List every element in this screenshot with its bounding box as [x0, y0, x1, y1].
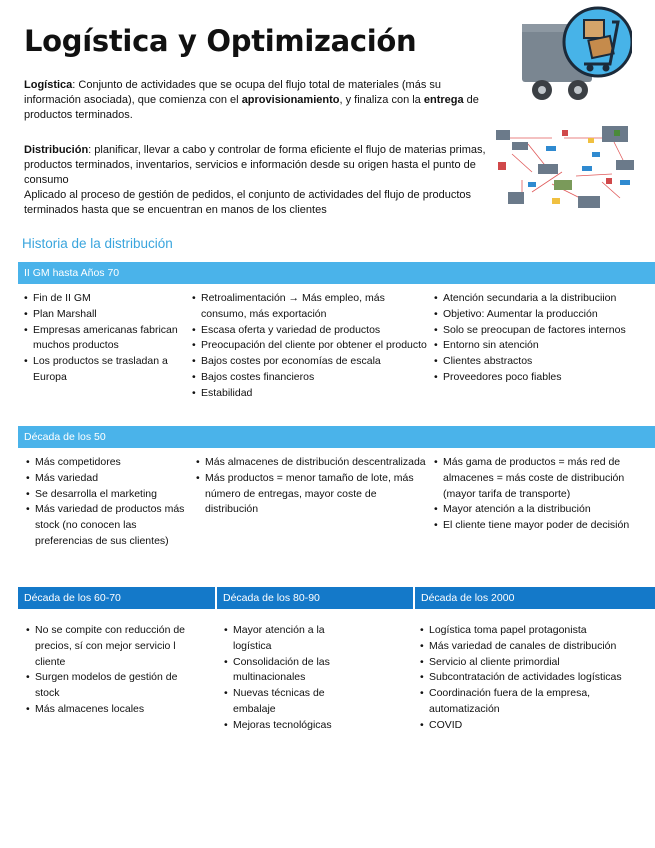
s2-column-3	[434, 455, 655, 534]
delivery-truck-icon	[520, 6, 632, 106]
list-item: • COVID	[420, 718, 655, 734]
s1-column-1	[24, 291, 186, 386]
distribucion-text-2: Aplicado al proceso de gestión de pedidos, el conjunto de actividades del flujo de productos terminados hasta que se encuentran en manos de los clientes	[24, 189, 472, 216]
list-item: • Mejoras tecnológicas	[224, 718, 354, 734]
list-item: • Escasa oferta y variedad de productos	[192, 323, 428, 339]
list-item: • Entorno sin atención	[434, 338, 655, 354]
logistica-definition	[24, 78, 494, 123]
s2-column-2	[196, 455, 426, 518]
list-item: • Nuevas técnicas de embalaje	[224, 686, 354, 718]
list-item: • Retroalimentación → Más empleo, más consumo, más exportación	[192, 291, 428, 323]
list-item: • Mayor atención a la logística	[224, 623, 354, 655]
logistics-flow-diagram	[492, 122, 640, 214]
list-item: • Más productos = menor tamaño de lote, más número de entregas, mayor coste de distribución	[196, 471, 426, 518]
section-band-2000: Década de los 2000	[415, 587, 655, 609]
list-item: • Más competidores	[26, 455, 192, 471]
s1-column-2	[192, 291, 428, 402]
list-item: • Bajos costes por economías de escala	[192, 354, 428, 370]
list-item: • Más almacenes locales	[26, 702, 192, 718]
list-item: • Se desarrolla el marketing	[26, 487, 192, 503]
list-item: • Más almacenes de distribución descentralizada	[196, 455, 426, 471]
list-item: • Más variedad de canales de distribución	[420, 639, 655, 655]
list-item: • Plan Marshall	[24, 307, 186, 323]
list-item: • Preocupación del cliente por obtener el producto	[192, 338, 428, 354]
list-item: • Más gama de productos = más red de almacenes = más coste de distribución (mayor tarifa de transporte)	[434, 455, 655, 502]
entrega-term: entrega	[423, 94, 464, 106]
list-item: • Más variedad de productos más stock (no conocen las preferencias de sus clientes)	[26, 502, 192, 549]
list-item: • Subcontratación de actividades logísticas	[420, 670, 655, 686]
logistica-term: Logística	[24, 79, 73, 91]
section-band-60-70: Década de los 60-70	[18, 587, 215, 609]
list-item: • Servicio al cliente primordial	[420, 655, 655, 671]
s3-column-3	[420, 623, 655, 734]
list-item: • Objetivo: Aumentar la producción	[434, 307, 655, 323]
list-item: • Más variedad	[26, 471, 192, 487]
list-item: • El cliente tiene mayor poder de decisión	[434, 518, 655, 534]
logistica-text-3: de productos terminados.	[24, 94, 479, 121]
distribucion-term: Distribución	[24, 144, 89, 156]
list-item: • Solo se preocupan de factores internos	[434, 323, 655, 339]
list-item: • Surgen modelos de gestión de stock	[26, 670, 192, 702]
list-item: • No se compite con reducción de precios, sí con mejor servicio l cliente	[26, 623, 192, 670]
list-item: • Estabilidad	[192, 386, 428, 402]
logistica-text-2: , y finaliza con la	[339, 94, 424, 106]
list-item: • Fin de II GM	[24, 291, 186, 307]
list-item: • Coordinación fuera de la empresa, automatización	[420, 686, 655, 718]
list-item: • Mayor atención a la distribución	[434, 502, 655, 518]
list-item: • Bajos costes financieros	[192, 370, 428, 386]
distribucion-text-1: : planificar, llevar a cabo y controlar de forma eficiente el flujo de materias primas, productos terminados, inventarios, servicios e información desde su origen hasta el punto de consumo	[24, 144, 486, 186]
list-item: • Atención secundaria a la distribuciion	[434, 291, 655, 307]
list-item: • Los productos se trasladan a Europa	[24, 354, 186, 386]
aprovisionamiento-term: aprovisionamiento	[241, 94, 340, 106]
s2-column-1	[26, 455, 192, 550]
list-item: • Consolidación de las multinacionales	[224, 655, 354, 687]
s1-column-3	[434, 291, 655, 386]
list-item: • Empresas americanas fabrican muchos productos	[24, 323, 186, 355]
s3-column-2	[224, 623, 354, 734]
list-item: • Proveedores poco fiables	[434, 370, 655, 386]
section-band-50: Década de los 50	[18, 426, 655, 448]
s3-column-1	[26, 623, 192, 718]
page-title: Logística y Optimización	[24, 24, 417, 58]
section-band-iigm: II GM hasta Años 70	[18, 262, 655, 284]
logistica-text-1: : Conjunto de actividades que se ocupa del flujo total de materiales (más su información asociada), que comienza con el	[24, 79, 442, 106]
section-band-80-90: Década de los 80-90	[217, 587, 413, 609]
history-heading: Historia de la distribución	[22, 236, 173, 251]
list-item: • Logística toma papel protagonista	[420, 623, 655, 639]
list-item: • Clientes abstractos	[434, 354, 655, 370]
distribucion-definition	[24, 143, 494, 218]
